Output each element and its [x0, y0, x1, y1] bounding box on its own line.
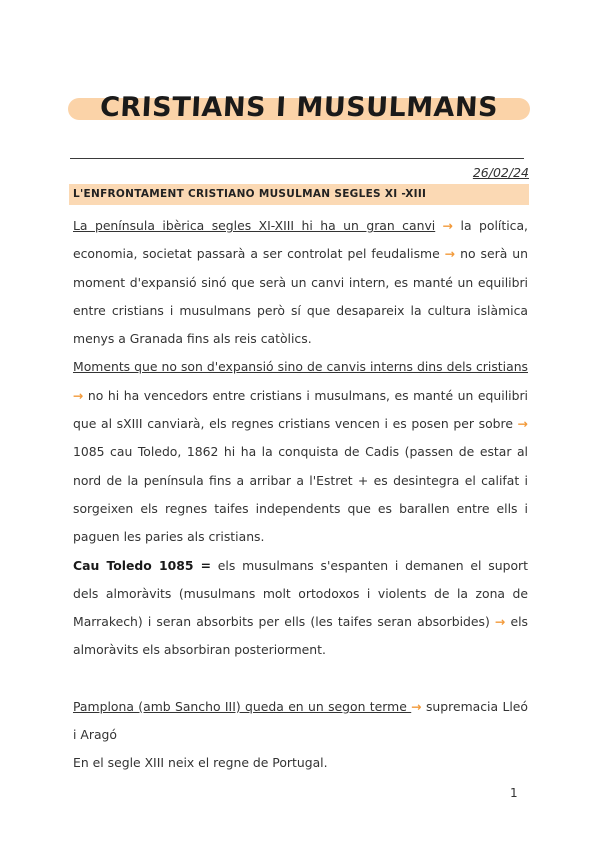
arrow-icon: →	[411, 698, 422, 714]
p4-text: supremacia Lleó i Aragó	[73, 698, 528, 743]
p3-bold: Cau Toledo 1085 =	[73, 557, 211, 573]
p2-underlined: Moments que no son d'expansió sino de canvis interns dins dels cristians	[73, 359, 528, 375]
section-heading: L'ENFRONTAMENT CRISTIANO MUSULMAN SEGLES XI -XIII	[73, 188, 427, 200]
p1-underlined: La península ibèrica segles XI-XIII hi ha un gran canvi	[73, 218, 436, 233]
spacer	[73, 665, 528, 693]
arrow-icon: →	[73, 387, 84, 403]
page-title: CRISTIANS I MUSULMANS	[99, 92, 499, 123]
p3-text-a: els musulmans s'espanten i demanen el suport dels almoràvits (musulmans molt ortodoxos i violents de la zona de Marrakech) i seran absorbits per ells (les taifes seran absorbides)	[73, 557, 528, 630]
p1-text-b: no serà un moment d'expansió sinó que serà un canvi intern, es manté un equilibri entre cristians i musulmans però sí que desapareix la cultura islàmica menys a Granada fins als reis catòlics.	[73, 246, 528, 347]
date-label: 26/02/24	[472, 165, 529, 180]
paragraph-4	[73, 693, 528, 750]
notes-body	[73, 212, 528, 778]
p2-text-b: 1085 cau Toledo, 1862 hi ha la conquista de Cadis (passen de estar al nord de la península fins a arribar a l'Estret + es desintegra el califat i sorgeixen els regnes taifes independents que es barallen entre ells i paguen les paries als cristians.	[73, 444, 528, 545]
arrow-icon: →	[517, 416, 528, 432]
paragraph-3	[73, 552, 528, 665]
title-divider	[70, 158, 524, 159]
p4-underlined: Pamplona (amb Sancho III) queda en un segon terme	[73, 698, 412, 714]
page-number: 1	[510, 786, 518, 800]
p2-text-a: no hi ha vencedors entre cristians i musulmans, es manté un equilibri que al sXIII canviarà, els regnes cristians vencen i es posen per sobre	[73, 387, 528, 432]
arrow-icon: →	[442, 218, 454, 233]
paragraph-2	[73, 353, 528, 551]
p1-text-a: la política, economia, societat passarà a ser controlat pel feudalisme	[73, 218, 528, 262]
arrow-icon: →	[494, 614, 506, 630]
title-block	[68, 88, 530, 132]
p3-text-b: els almoràvits els absorbiran posteriorment.	[73, 614, 528, 658]
paragraph-5: En el segle XIII neix el regne de Portugal.	[73, 755, 328, 771]
arrow-icon: →	[444, 246, 456, 262]
paragraph-1	[73, 212, 528, 353]
